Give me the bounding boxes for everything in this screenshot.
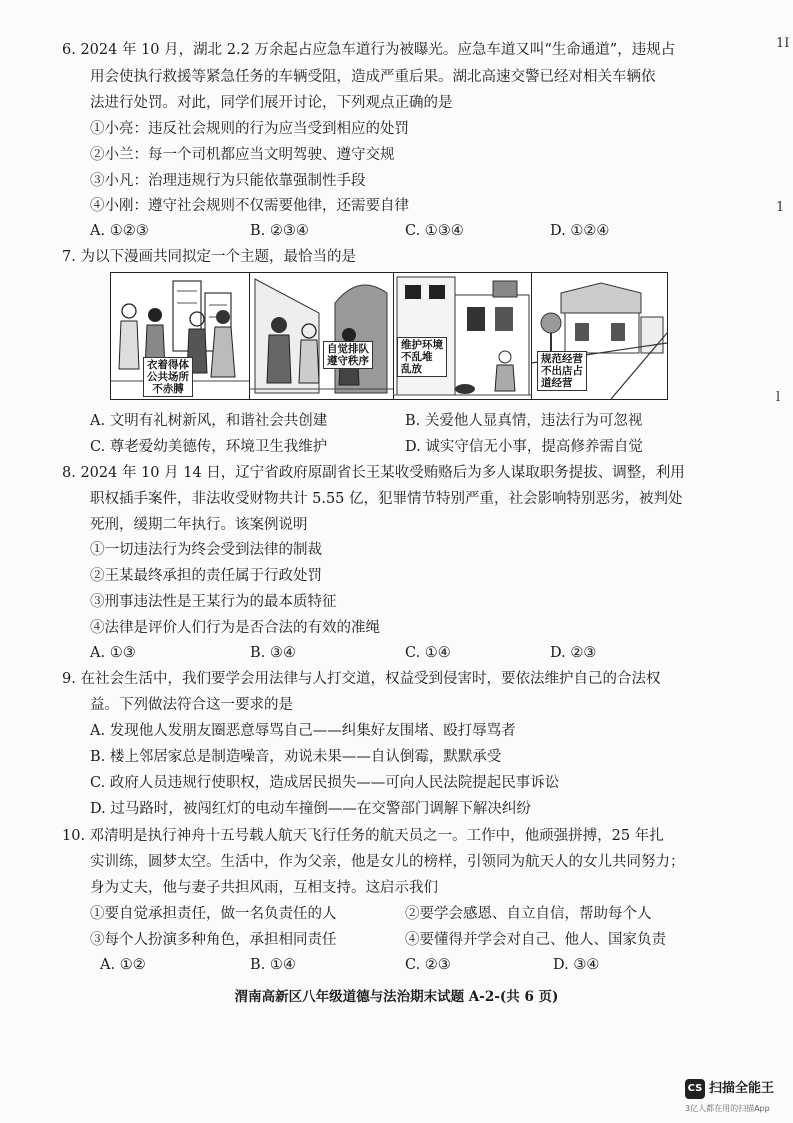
comic-caption: 规范经营 不出店占 道经营: [537, 351, 587, 391]
answer-option: A. ①②③: [90, 223, 149, 239]
question-text: 6. 2024 年 10 月，湖北 2.2 万余起占应急车道行为被曝光。应急车道又叫“生命通道”，违规占: [62, 42, 676, 58]
answer-option: D. 过马路时，被闯红灯的电动车撞倒——在交警部门调解下解决纠纷: [90, 801, 531, 817]
statement-item: ④小刚：遵守社会规则不仅需要他律，还需要自律: [90, 198, 409, 214]
answer-option: D. ①②④: [550, 223, 610, 239]
comic-panel-1: [111, 273, 250, 399]
statement-item: ③每个人扮演多种角色，承担相同责任: [90, 932, 337, 948]
camscanner-logo-icon: CS: [685, 1079, 705, 1099]
comic-strip: [110, 272, 668, 400]
answer-option: A. 文明有礼树新风，和谐社会共创建: [90, 413, 328, 429]
watermark-tagline: 3亿人都在用的扫描App: [685, 1104, 770, 1113]
answer-option: B. 关爱他人显真情，违法行为可忽视: [405, 413, 643, 429]
question-text: 实训练，圆梦太空。生活中，作为父亲，他是女儿的榜样，引领同为航天人的女儿共同努力；: [90, 854, 685, 870]
answer-option: B. ①④: [250, 957, 296, 973]
edge-mark: 1: [776, 200, 785, 215]
comic-panel-4: [531, 273, 667, 399]
question-text: 7. 为以下漫画共同拟定一个主题，最恰当的是: [62, 249, 356, 265]
edge-mark: l: [776, 390, 781, 405]
statement-item: ③刑事违法性是王某行为的最本质特征: [90, 594, 337, 610]
answer-option: B. ③④: [250, 645, 296, 661]
answer-option: C. ①③④: [405, 223, 464, 239]
answer-option: B. 楼上邻居家总是制造噪音，劝说未果——自认倒霉，默默承受: [90, 749, 502, 765]
watermark-name: 扫描全能王: [709, 1081, 775, 1096]
comic-panel-3: [393, 273, 532, 399]
statement-item: ①小亮：违反社会规则的行为应当受到相应的处罚: [90, 121, 409, 137]
question-text: 法进行处罚。对此，同学们展开讨论，下列观点正确的是: [90, 95, 453, 111]
answer-option: C. ①④: [405, 645, 451, 661]
answer-option: C. ②③: [405, 957, 451, 973]
statement-item: ②王某最终承担的责任属于行政处罚: [90, 568, 322, 584]
question-text: 死刑，缓期二年执行。该案例说明: [90, 517, 308, 533]
statement-item: ④要懂得并学会对自己、他人、国家负责: [405, 932, 666, 948]
answer-option: C. 政府人员违规行使职权，造成居民损失——可向人民法院提起民事诉讼: [90, 775, 560, 791]
question-text: 益。下列做法符合这一要求的是: [90, 697, 293, 713]
comic-illustration: [393, 273, 531, 399]
answer-option: B. ②③④: [250, 223, 309, 239]
question-text: 用会使执行救援等紧急任务的车辆受阻，造成严重后果。湖北高速交警已经对相关车辆依: [90, 69, 656, 85]
question-text: 身为丈夫，他与妻子共担风雨，互相支持。这启示我们: [90, 880, 438, 896]
answer-option: C. 尊老爱幼美德传，环境卫生我维护: [90, 439, 328, 455]
comic-caption: 维护环境 不乱堆 乱放: [397, 337, 447, 377]
answer-option: D. 诚实守信无小事，提高修养需自觉: [405, 439, 643, 455]
statement-item: ①一切违法行为终会受到法律的制裁: [90, 542, 322, 558]
scanner-watermark: [685, 1077, 785, 1117]
page-footer: 渭南高新区八年级道德与法治期末试题 A-2-(共 6 页): [234, 989, 559, 1005]
answer-option: A. ①②: [100, 957, 146, 973]
statement-item: ①要自觉承担责任，做一名负责任的人: [90, 906, 337, 922]
statement-item: ③小凡：治理违规行为只能依靠强制性手段: [90, 173, 366, 189]
question-text: 10. 邓清明是执行神舟十五号载人航天飞行任务的航天员之一。工作中，他顽强拼搏，25 年扎: [62, 828, 664, 844]
answer-option: D. ③④: [553, 957, 600, 973]
answer-option: D. ②③: [550, 645, 597, 661]
statement-item: ②要学会感恩、自立自信，帮助每个人: [405, 906, 652, 922]
comic-caption: 自觉排队 遵守秩序: [323, 341, 373, 369]
answer-option: A. 发现他人发朋友圈恶意辱骂自己——纠集好友围堵、殴打辱骂者: [90, 723, 516, 739]
statement-item: ④法律是评价人们行为是否合法的有效的准绳: [90, 620, 380, 636]
answer-option: A. ①③: [90, 645, 136, 661]
question-text: 8. 2024 年 10 月 14 日，辽宁省政府原副省长王某收受贿赂后为多人谋取职务提拔、调整，利用: [62, 465, 685, 481]
statement-item: ②小兰：每一个司机都应当文明驾驶、遵守交规: [90, 147, 395, 163]
comic-caption: 衣着得体 公共场所 不赤膊: [143, 357, 193, 397]
comic-panel-2: [249, 273, 394, 399]
comic-illustration: [249, 273, 393, 399]
question-text: 9. 在社会生活中，我们要学会用法律与人打交道，权益受到侵害时，要依法维护自己的合法权: [62, 671, 661, 687]
question-text: 职权插手案件，非法收受财物共计 5.55 亿，犯罪情节特别严重，社会影响特别恶劣，被判处: [90, 491, 683, 507]
edge-mark: 1I: [776, 36, 790, 51]
